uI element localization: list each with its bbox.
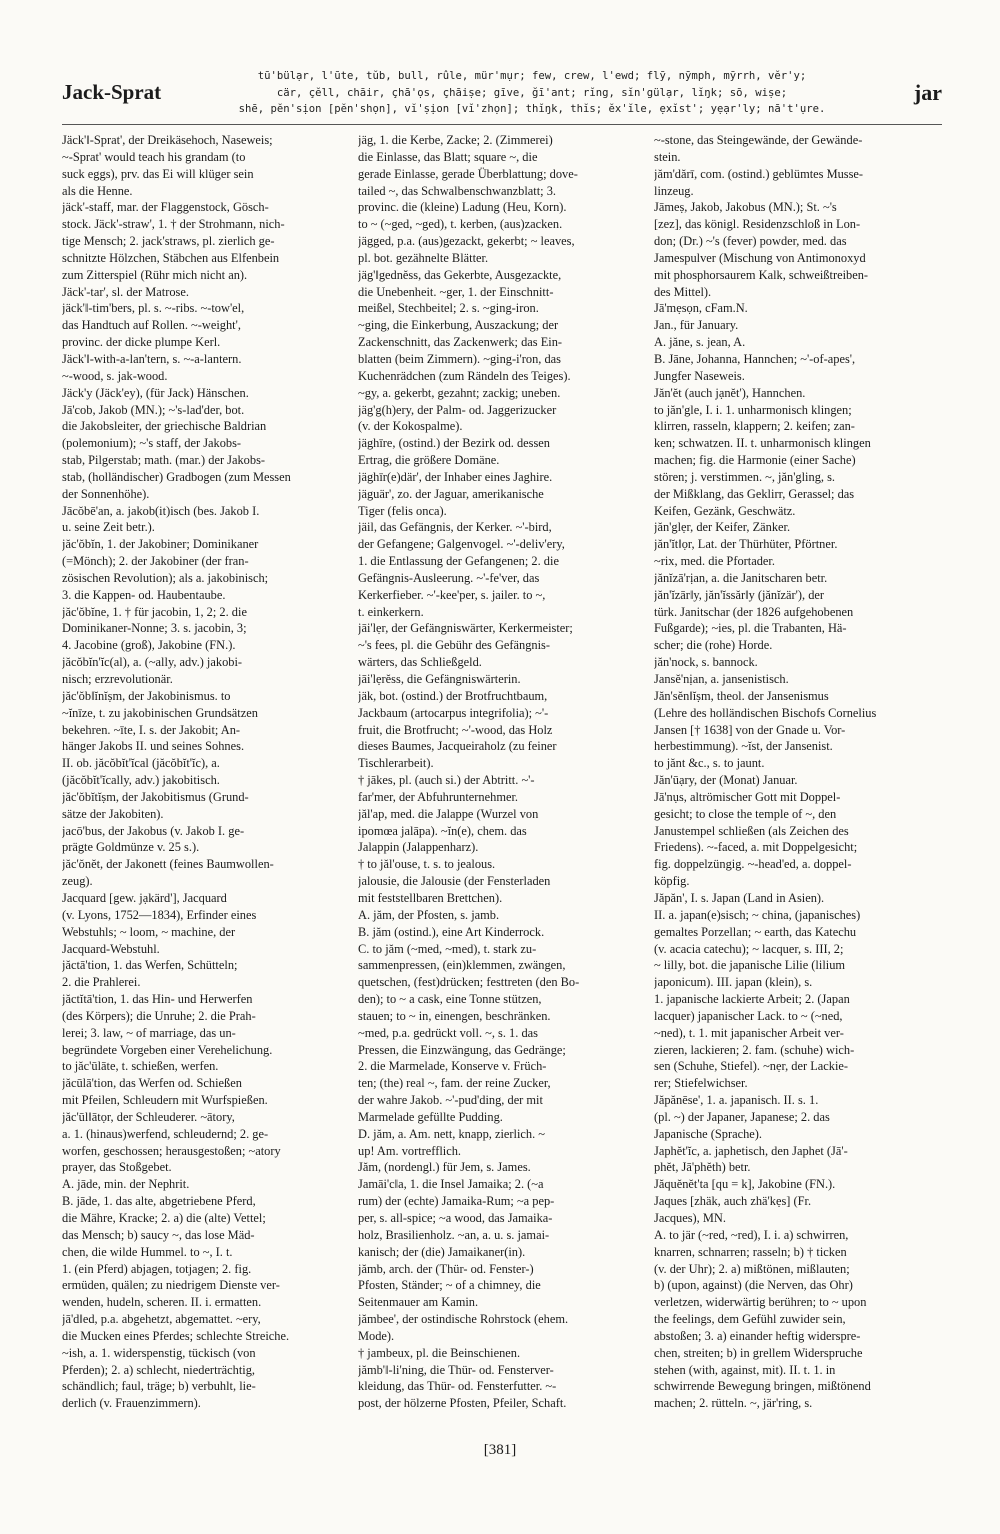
- dictionary-line: (Lehre des holländischen Bischofs Cornelius: [654, 705, 877, 720]
- dictionary-line: abstoßen; 3. a) einander heftig widerspre-: [654, 1328, 861, 1343]
- left-running-headword: Jack-Sprat: [62, 80, 162, 104]
- dictionary-line: stören; j. verstimmen. ~, jăn'gling, s.: [654, 469, 836, 484]
- dictionary-line: jäguär', zo. der Jaguar, amerikanische: [358, 486, 544, 501]
- dictionary-line: quetschen, (fest)drücken; festtreten (den Bo-: [358, 975, 580, 990]
- dictionary-line: Pferden); 2. a) schlecht, niederträchtig,: [62, 1362, 256, 1377]
- dictionary-line: Jansen [† 1638] von der Gnade u. Vor-: [654, 722, 846, 737]
- dictionary-line: ~rix, med. die Pfortader.: [654, 554, 775, 569]
- dictionary-line: to ~ (~ged, ~ged), t. kerben, (aus)zacken.: [358, 217, 563, 232]
- dictionary-line: machen; fig. die Harmonie (einer Sache): [654, 453, 856, 468]
- dictionary-line: jăc'ŏb‖ĭnĭṣm, der Jakobinismus. to: [62, 688, 231, 703]
- dictionary-line: Jăn'sĕn‖ĭṣm, theol. der Jansenismus: [654, 688, 829, 703]
- dictionary-line: Jăn'ĕt (auch jạnĕt'), Hannchen.: [654, 385, 806, 400]
- dictionary-line: rer; Stiefelwichser.: [654, 1076, 748, 1091]
- dictionary-line: Seitenmauer am Kamin.: [358, 1295, 479, 1310]
- dictionary-line: jăcŏbĭn'ĭc(al), a. (~ally, adv.) jakobi-: [62, 655, 243, 670]
- dictionary-line: bekehren. ~īte, I. s. der Jakobit; An-: [62, 722, 241, 737]
- dictionary-line: sammenpressen, (ein)klemmen, zwängen,: [358, 958, 566, 973]
- dictionary-line: die Mucken eines Pferdes; schlechte Streiche.: [62, 1328, 290, 1343]
- dictionary-line: ~'s fees, pl. die Gebühr des Gefängnis-: [358, 638, 550, 653]
- dictionary-line: dieses Baumes, Jacqueiraholz (zu feiner: [358, 739, 557, 754]
- dictionary-line: A. jăm, der Pfosten, s. jamb.: [358, 907, 500, 922]
- dictionary-line: chen, streiten; b) in grellem Widerspruche: [654, 1345, 863, 1360]
- dictionary-line: jacō'bus, der Jakobus (v. Jakob I. ge-: [62, 823, 245, 838]
- dictionary-line: jănĭzā'rịan, a. die Janitscharen betr.: [654, 570, 828, 585]
- dictionary-line: lacquer) japanischer Lack. to ~ (~ned,: [654, 1008, 843, 1023]
- dictionary-line: jăcūlā'tion, das Werfen od. Schießen: [62, 1076, 242, 1091]
- dictionary-line: Jacquard [gew. jạkärd'], Jacquard: [62, 890, 227, 905]
- dictionary-line: Keifen, Gezänk, Geschwätz.: [654, 503, 796, 518]
- dictionary-line: 1. japanische lackierte Arbeit; 2. (Japan: [654, 992, 850, 1007]
- dictionary-line: † jambeux, pl. die Beinschienen.: [358, 1345, 521, 1360]
- dictionary-line: (v. der Uhr); 2. a) mißtönen, mißlauten;: [654, 1261, 850, 1276]
- dictionary-line: jäck'-staff, mar. der Flaggenstock, Gösch-: [62, 200, 269, 215]
- dictionary-line: Janustempel schließen (als Zeichen des: [654, 823, 849, 838]
- dictionary-line: jăctā'tion, 1. das Werfen, Schütteln;: [62, 958, 238, 973]
- dictionary-line: Friedens). ~-faced, a. mit Doppelgesicht;: [654, 840, 858, 855]
- dictionary-line: B. jāde, 1. das alte, abgetriebene Pferd,: [62, 1194, 256, 1209]
- dictionary-line: wenden, hudeln, scheren. II. i. ermatten.: [62, 1295, 262, 1310]
- dictionary-line: 4. Jacobine (groß), Jakobine (FN.).: [62, 638, 236, 653]
- dictionary-line: 1. (ein Pferd) abjagen, totjagen; 2. fig.: [62, 1261, 252, 1276]
- dictionary-line: Jā'cob, Jakob (MN.); ~'s-lad'der, bot.: [62, 402, 245, 417]
- dictionary-line: per, s. all-spice; ~a wood, das Jamaika-: [358, 1211, 553, 1225]
- dictionary-column-right: [654, 132, 936, 1432]
- dictionary-line: Jā'nụs, altrömischer Gott mit Doppel-: [654, 789, 841, 804]
- dictionary-line: der Sonnenhöhe).: [62, 486, 150, 501]
- dictionary-line: der Gefangene; Galgenvogel. ~'-deliv'ery,: [358, 537, 565, 552]
- dictionary-line: köpfig.: [654, 874, 690, 889]
- dictionary-line: sen (Schuhe, Stiefel). ~nẹr, der Lackie-: [654, 1059, 849, 1074]
- dictionary-line: stein.: [654, 149, 681, 164]
- dictionary-line: II. ob. jăcŏbĭt'ĭcal (jăcŏbĭt'ĭc), a.: [62, 756, 220, 771]
- dictionary-line: Jäck'‖-with-a-lan'tern, s. ~-a-lantern.: [62, 351, 242, 366]
- dictionary-line: jā'd‖ed, p.a. abgehetzt, abgemattet. ~ery,: [62, 1312, 261, 1327]
- dictionary-line: scher; die (rohe) Horde.: [654, 638, 773, 653]
- dictionary-line: tige Mensch; 2. jack'straws, pl. zierlich ge-: [62, 234, 275, 249]
- dictionary-line: Pfosten, Ständer; ~ of a chimney, die: [358, 1278, 541, 1293]
- dictionary-column-left: [62, 132, 344, 1432]
- dictionary-line: b) (upon, against) (die Nerven, das Ohr): [654, 1278, 853, 1293]
- dictionary-line: linzeug.: [654, 183, 694, 198]
- dictionary-line: ~ging, die Einkerbung, Auszackung; der: [358, 318, 559, 333]
- dictionary-line: stauen; to ~ in, einengen, beschränken.: [358, 1008, 551, 1023]
- dictionary-line: C. to jăm (~med, ~med), t. stark zu-: [358, 941, 537, 956]
- dictionary-line: verletzen, widerwärtig berühren; to ~ upon: [654, 1295, 867, 1310]
- dictionary-line: jăc'ūl‖ātọr, der Schleuderer. ~ātory,: [62, 1109, 235, 1124]
- dictionary-line: jăm'dărī, com. (ostind.) geblümtes Musse-: [654, 166, 864, 181]
- dictionary-line: 2. die Marmelade, Konserve v. Früch-: [358, 1059, 547, 1074]
- dictionary-column-middle: [358, 132, 640, 1432]
- dictionary-line: stab, Pilgerstab; math. (mar.) der Jakobs-: [62, 453, 266, 468]
- dictionary-line: jăctĭtā'tion, 1. das Hin- und Herwerfen: [62, 992, 253, 1007]
- dictionary-line: Zackenschnitt, das Zackenwerk; das Ein-: [358, 335, 563, 350]
- dictionary-line: zum Zitterspiel (Rühr mich nicht an).: [62, 267, 248, 282]
- dictionary-line: A. to jär (~red, ~red), I. i. a) schwirren,: [654, 1227, 849, 1242]
- dictionary-line: jăl'ap, med. die Jalappe (Wurzel von: [358, 806, 539, 821]
- dictionary-line: (=Mönch); 2. der Jakobiner (der fran-: [62, 554, 249, 569]
- dictionary-line: jäghīr(e)där', der Inhaber eines Jaghire.: [358, 469, 553, 484]
- dictionary-line: Fußgarde); ~ies, pl. die Trabanten, Hä-: [654, 621, 847, 636]
- dictionary-line: schwirrende Bewegung bringen, mißtönend: [654, 1379, 871, 1394]
- dictionary-line: the feelings, dem Gefühl zuwider sein,: [654, 1312, 846, 1327]
- dictionary-line: des Mittel).: [654, 284, 712, 299]
- dictionary-line: die Unebenheit. ~ger, 1. der Einschnitt-: [358, 284, 554, 299]
- dictionary-line: Jamāi'c‖a, 1. die Insel Jamaika; 2. (~a: [358, 1177, 544, 1192]
- dictionary-line: zösischen Revolution); als a. jakobinisch;: [62, 570, 269, 585]
- dictionary-line: meißel, Stechbeitel; 2. s. ~ging-iron.: [358, 301, 539, 316]
- dictionary-line: kanisch; der (die) Jamaikaner(in).: [358, 1244, 526, 1259]
- dictionary-line: Jalappin (Jalappenharz).: [358, 840, 479, 855]
- dictionary-line: to jănt &c., s. to jaunt.: [654, 756, 765, 771]
- page-number: [381]: [483, 1442, 517, 1458]
- dictionary-line: a. 1. (hinaus)werfend, schleudernd; 2. ge-: [62, 1126, 269, 1141]
- dictionary-line: jămb, arch. der (Thür- od. Fenster-): [358, 1261, 534, 1276]
- dictionary-line: jäg, 1. die Kerbe, Zacke; 2. (Zimmerei): [358, 133, 553, 147]
- dictionary-line: Mode).: [358, 1328, 395, 1343]
- dictionary-line: stehen (with, against, mit). II. t. 1. in: [654, 1362, 836, 1377]
- dictionary-line: to jăc'ūlāte, t. schießen, werfen.: [62, 1059, 219, 1074]
- dictionary-line: to jăn'gle, I. i. 1. unharmonisch klingen;: [654, 402, 852, 417]
- dictionary-line: B. jăm (ostind.), eine Art Kinderrock.: [358, 924, 545, 939]
- dictionary-line: die Einlasse, das Blatt; square ~, die: [358, 149, 538, 164]
- dictionary-line: Jaques [zhäk, auch zhä'kẹs] (Fr.: [654, 1194, 812, 1209]
- dictionary-line: mit phosphorsaurem Kalk, schweißtreiben-: [654, 267, 869, 282]
- dictionary-line: prayer, das Stoßgebet.: [62, 1160, 172, 1175]
- dictionary-line: jămbee', der ostindische Rohrstock (ehem.: [358, 1312, 569, 1327]
- dictionary-line: rum) der (echte) Jamaika-Rum; ~a pep-: [358, 1194, 555, 1209]
- pronunciation-key-line: cär, çĕll, chāir, çhā'ọs, çhāiṣe; gīve, ğī'ant; rĭng, sĭn'gülạr, lĭŋk; sō, wiṣe;: [276, 86, 788, 99]
- dictionary-line: (polemonium); ~'s staff, der Jakobs-: [62, 436, 242, 451]
- dictionary-line: mit Pfeilen, Schleudern mit Wurfspießen.: [62, 1093, 268, 1108]
- dictionary-line: Ertrag, die größere Domäne.: [358, 453, 500, 468]
- dictionary-line: stock. Jäck'-straw', 1. † der Strohmann, nich-: [62, 217, 285, 232]
- dictionary-line: Jăm, (nordengl.) für Jem, s. James.: [358, 1160, 531, 1175]
- dictionary-line: Jāmeṣ, Jakob, Jakobus (MN.); St. ~'s: [654, 200, 837, 215]
- dictionary-line: ipomœa jalāpa). ~ĭn(e), chem. das: [358, 823, 527, 838]
- dictionary-line: knarren, schnarren; rasseln; b) † ticken: [654, 1244, 847, 1259]
- dictionary-line: II. a. japan(e)sisch; ~ china, (japanisches): [654, 907, 861, 922]
- dictionary-line: die Jakobsleiter, der griechische Baldrian: [62, 419, 267, 434]
- dictionary-line: t. einkerkern.: [358, 604, 424, 619]
- dictionary-line: ~-wood, s. jak-wood.: [62, 368, 168, 383]
- dictionary-line: A. jāde, min. der Nephrit.: [62, 1177, 190, 1192]
- dictionary-line: Jăpăn', I. s. Japan (Land in Asien).: [654, 890, 825, 905]
- dictionary-line: türk. Janitschar (der 1826 aufgehobenen: [654, 604, 854, 619]
- dictionary-line: ~ned), t. 1. mit japanischer Arbeit ver-: [654, 1025, 844, 1040]
- dictionary-line: sätze der Jakobiten).: [62, 806, 164, 821]
- dictionary-line: derlich (v. Frauenzimmern).: [62, 1396, 201, 1411]
- dictionary-line: Jacques), MN.: [654, 1211, 726, 1225]
- pronunciation-key-line: tū'bülạr, l'ūte, tŭb, bull, rûle, mür'mụr; few, crew, l'ewd; flȳ, nȳmph, mȳrrh, vĕr'y;: [257, 70, 807, 82]
- dictionary-line: Jamespulver (Mischung von Antimonoxyd: [654, 250, 866, 265]
- dictionary-line: jäg'‖gednĕss, das Gekerbte, Ausgezackte,: [358, 267, 562, 282]
- dictionary-line: das Mensch; b) saucy ~, das lose Mäd-: [62, 1227, 255, 1242]
- dictionary-line: ~ish, a. 1. widerspenstig, tückisch (von: [62, 1345, 256, 1360]
- dictionary-line: jămb'‖-li'ning, die Thür- od. Fensterver-: [358, 1362, 554, 1377]
- dictionary-line: (des Körpers); die Unruhe; 2. die Prah-: [62, 1008, 256, 1023]
- dictionary-line: Jansĕ'nịan, a. jansenistisch.: [654, 672, 789, 686]
- dictionary-line: (jăcŏbĭt'ĭcally, adv.) jakobitisch.: [62, 773, 220, 788]
- dictionary-line: jägged, p.a. (aus)gezackt, gekerbt; ~ leaves,: [358, 234, 575, 249]
- dictionary-line: u. seine Zeit betr.).: [62, 520, 155, 535]
- dictionary-line: A. jăne, s. jean, A.: [654, 335, 746, 350]
- dictionary-line: ~-Sprat' would teach his grandam (to: [62, 149, 246, 164]
- page-header: [62, 60, 942, 120]
- pronunciation-key-line: shē, pĕn'sịon [pĕn'shọn], vĭ'ṣịon [vĭ'zhọn]; thĭŋk, thĭs; ĕx'ĭle, ẹxĭst'; yẹạr'ly; nā't'ụre.: [238, 103, 826, 115]
- dictionary-line: (v. der Kokospalme).: [358, 419, 463, 434]
- dictionary-line: gerade Einlasse, gerade Überblattung; dove-: [358, 166, 578, 181]
- dictionary-line: jăn'ĭt‖ọr, Lat. der Thürhüter, Pförtner.: [654, 537, 838, 552]
- dictionary-line: B. Jāne, Johanna, Hannchen; ~'-of-apes',: [654, 351, 856, 366]
- dictionary-line: Jacquard-Webstuhl.: [62, 941, 160, 956]
- dictionary-line: jäghīre, (ostind.) der Bezirk od. dessen: [358, 436, 551, 451]
- dictionary-line: Dominikaner-Nonne; 3. s. jacobin, 3;: [62, 621, 247, 636]
- dictionary-line: der wahre Jakob. ~'-pud'ding, der mit: [358, 1093, 543, 1108]
- dictionary-line: schnitzte Hölzchen, Stäbchen aus Elfenbein: [62, 250, 280, 265]
- dictionary-line: Jungfer Naseweis.: [654, 368, 745, 383]
- dictionary-line: prägte Goldmünze v. 25 s.).: [62, 840, 200, 855]
- dictionary-line: Jäck'y (Jäck'ey), (für Jack) Hänschen.: [62, 385, 249, 400]
- dictionary-line: jäk, bot. (ostind.) der Brotfruchtbaum,: [358, 688, 548, 703]
- dictionary-line: (v. acacia catechu); ~ lacquer, s. III, 2;: [654, 941, 844, 956]
- dictionary-line: worfen, geschossen; herausgestoßen; ~atory: [62, 1143, 281, 1158]
- dictionary-line: ermüden, quälen; zu niedrigem Dienste ver-: [62, 1278, 280, 1293]
- dictionary-line: Japanische (Sprache).: [654, 1126, 763, 1141]
- dictionary-line: jalousie, die Jalousie (der Fensterladen: [358, 874, 551, 889]
- dictionary-line: ~ĭnīze, t. zu jakobinischen Grundsätzen: [62, 705, 258, 720]
- dictionary-line: hänger Jakobs II. und seines Sohnes.: [62, 739, 245, 754]
- dictionary-line: jăn'nock, s. bannock.: [654, 655, 758, 670]
- dictionary-line: japonicum). III. japan (klein), s.: [654, 975, 813, 990]
- dictionary-line: jăn'ĭzār‖y, jăn'ĭssăr‖y (jănĭzär'), der: [654, 587, 825, 602]
- dictionary-line: [zez], das königl. Residenzschloß in Lon-: [654, 217, 861, 232]
- dictionary-line: Gefängnis-Ausleerung. ~'-fe'ver, das: [358, 570, 540, 585]
- dictionary-line: gesicht; to close the temple of ~, den: [654, 806, 837, 821]
- dictionary-line: Jäck'‖-Sprat', der Dreikäsehoch, Naseweis;: [62, 133, 273, 147]
- dictionary-line: Marmelade gefüllte Pudding.: [358, 1109, 503, 1124]
- dictionary-line: Webstuhls; ~ loom, ~ machine, der: [62, 924, 236, 939]
- dictionary-line: post, der hölzerne Pfosten, Pfeiler, Schaft.: [358, 1396, 567, 1411]
- pronunciation-key: [227, 68, 837, 118]
- dictionary-line: jäil, das Gefängnis, der Kerker. ~'-bird,: [358, 520, 552, 535]
- dictionary-line: up! Am. vortrefflich.: [358, 1143, 462, 1158]
- dictionary-line: provinc. der dicke plumpe Kerl.: [62, 335, 221, 350]
- dictionary-line: der Mißklang, das Geklirr, Gerassel; das: [654, 486, 855, 501]
- dictionary-line: jăc'ŏbĭne, 1. † für jacobin, 1, 2; 2. die: [62, 604, 247, 619]
- dictionary-line: jäck'‖-tim'bers, pl. s. ~-ribs. ~-tow'el,: [62, 301, 245, 316]
- dictionary-line: Jăn'ūạry, der (Monat) Januar.: [654, 773, 798, 788]
- dictionary-line: Kuchenrädchen (zum Rändeln des Teiges).: [358, 368, 571, 383]
- dictionary-line: provinc. die (kleine) Ladung (Heu, Korn).: [358, 200, 567, 215]
- dictionary-line: pl. bot. gezähnelte Blätter.: [358, 250, 489, 265]
- dictionary-line: ~med, p.a. gedrückt voll. ~, s. 1. das: [358, 1025, 538, 1040]
- dictionary-line: Jăquĕnĕt'ta [qu = k], Jakobine (FN.).: [654, 1177, 836, 1192]
- dictionary-line: als die Henne.: [62, 183, 133, 198]
- dictionary-line: jăc'ŏbĭtĭṣm, der Jakobitismus (Grund-: [62, 789, 249, 804]
- dictionary-line: stab, (holländischer) Gradbogen (zum Messen: [62, 469, 291, 484]
- dictionary-line: (pl. ~) der Japaner, Japanese; 2. das: [654, 1109, 830, 1124]
- dictionary-line: tailed ~, das Schwalbenschwanzblatt; 3.: [358, 183, 557, 198]
- dictionary-line: Jācŏbē'an, a. jakob(it)isch (bes. Jakob I.: [62, 503, 260, 518]
- dictionary-line: ken; schwatzen. II. t. unharmonisch klingen: [654, 436, 871, 451]
- dictionary-line: mit feststellbaren Brettchen).: [358, 890, 503, 905]
- dictionary-line: jăn'glẹr, der Keifer, Zänker.: [654, 520, 791, 535]
- dictionary-line: holz, Brasilienholz. ~an, a. u. s. jamai-: [358, 1227, 550, 1242]
- dictionary-line: Jäck'-tar', sl. der Matrose.: [62, 284, 189, 299]
- dictionary-line: herbestimmung). ~ĭst, der Jansenist.: [654, 739, 833, 754]
- dictionary-line: jăc'ŏnĕt, der Jakonett (feines Baumwollen-: [62, 857, 274, 872]
- dictionary-line: zieren, lackieren; 2. fam. (schuhe) wich-: [654, 1042, 855, 1057]
- dictionary-line: chen, die wilde Hummel. to ~, I. t.: [62, 1244, 233, 1259]
- dictionary-line: jāi'lẹr, der Gefängniswärter, Kerkermeister;: [358, 621, 573, 636]
- dictionary-line: nisch; erzrevolutionär.: [62, 672, 173, 686]
- dictionary-line: fig. doppelzüngig. ~-head'ed, a. doppel-: [654, 857, 852, 872]
- dictionary-line: 3. die Kappen- od. Haubentaube.: [62, 587, 226, 602]
- dictionary-line: phĕt, Jā'phĕth) betr.: [654, 1160, 751, 1175]
- dictionary-line: Tischlerarbeit).: [358, 756, 434, 771]
- dictionary-line: schändlich; faul, träge; b) verbuhlt, lie-: [62, 1379, 256, 1394]
- dictionary-line: D. jăm, a. Am. nett, knapp, zierlich. ~: [358, 1126, 546, 1141]
- dictionary-line: ~-stone, das Steingewände, der Gewände-: [654, 133, 863, 147]
- dictionary-line: ~ lilly, bot. die japanische Lilie (lilium: [654, 958, 846, 973]
- dictionary-line: den); to ~ a cask, eine Tonne stützen,: [358, 992, 542, 1007]
- dictionary-line: Jackbaum (artocarpus integrifolia); ~'-: [358, 705, 549, 720]
- dictionary-line: machen; 2. rütteln. ~, jär'ring, s.: [654, 1396, 813, 1411]
- dictionary-line: Jan., für January.: [654, 318, 739, 333]
- dictionary-line: Jā'mẹsọn, cFam.N.: [654, 301, 748, 316]
- dictionary-line: don; (Dr.) ~'s (fever) powder, med. das: [654, 234, 847, 249]
- dictionary-line: klirren, rasseln, klappern; 2. keifen; zan-: [654, 419, 855, 434]
- dictionary-line: fruit, die Brotfrucht; ~'-wood, das Holz: [358, 722, 553, 737]
- dictionary-line: Kerkerfieber. ~'-kee'per, s. jailer. to ~,: [358, 587, 546, 602]
- dictionary-line: begründete Vorgeben einer Verehelichung.: [62, 1042, 273, 1057]
- dictionary-line: Tiger (felis onca).: [358, 503, 447, 518]
- dictionary-line: wärters, das Schließgeld.: [358, 655, 482, 670]
- dictionary-line: lerei; 3. law, ~ of marriage, das un-: [62, 1025, 236, 1040]
- dictionary-line: Pressen, die Einzwängung, das Gedränge;: [358, 1042, 566, 1057]
- dictionary-line: Japhĕt'ĭc, a. japhetisch, den Japhet (Jā'-: [654, 1143, 848, 1158]
- dictionary-line: gemaltes Porzellan; ~ earth, das Katechu: [654, 924, 857, 939]
- dictionary-line: das Handtuch auf Rollen. ~-weight',: [62, 318, 241, 333]
- dictionary-line: Jăpănēse', 1. a. japanisch. II. s. 1.: [654, 1093, 819, 1108]
- dictionary-line: 1. die Entlassung der Gefangenen; 2. die: [358, 554, 559, 569]
- dictionary-line: jāi'lẹrĕss, die Gefängniswärterin.: [358, 672, 521, 686]
- dictionary-line: far'mer, der Abfuhrunternehmer.: [358, 789, 518, 804]
- dictionary-line: jăc'ŏbĭn, 1. der Jakobiner; Dominikaner: [62, 537, 259, 552]
- header-divider: [62, 124, 942, 125]
- dictionary-line: ten; (the) real ~, fam. der reine Zucker,: [358, 1076, 551, 1091]
- dictionary-line: † jākes, pl. (auch si.) der Abtritt. ~'-: [358, 773, 535, 788]
- dictionary-line: † to jăl'ouse, t. s. to jealous.: [358, 857, 496, 872]
- dictionary-line: die Mähre, Kracke; 2. a) die (alte) Vettel;: [62, 1211, 266, 1225]
- dictionary-line: jäg'g(h)ery, der Palm- od. Jaggerizucker: [358, 402, 557, 417]
- dictionary-line: (v. Lyons, 1752—1834), Erfinder eines: [62, 907, 257, 922]
- dictionary-line: blatten (beim Zimmern). ~ging-i'ron, das: [358, 351, 562, 366]
- dictionary-line: zeug).: [62, 874, 93, 889]
- dictionary-line: suck eggs), prv. das Ei will klüger sein: [62, 166, 254, 181]
- right-running-headword: jar: [913, 80, 942, 105]
- dictionary-line: 2. die Prahlerei.: [62, 975, 141, 990]
- dictionary-line: kleidung, das Thür- od. Fensterfutter. ~-: [358, 1379, 557, 1394]
- dictionary-line: ~gy, a. gekerbt, gezahnt; zackig; uneben.: [358, 385, 561, 400]
